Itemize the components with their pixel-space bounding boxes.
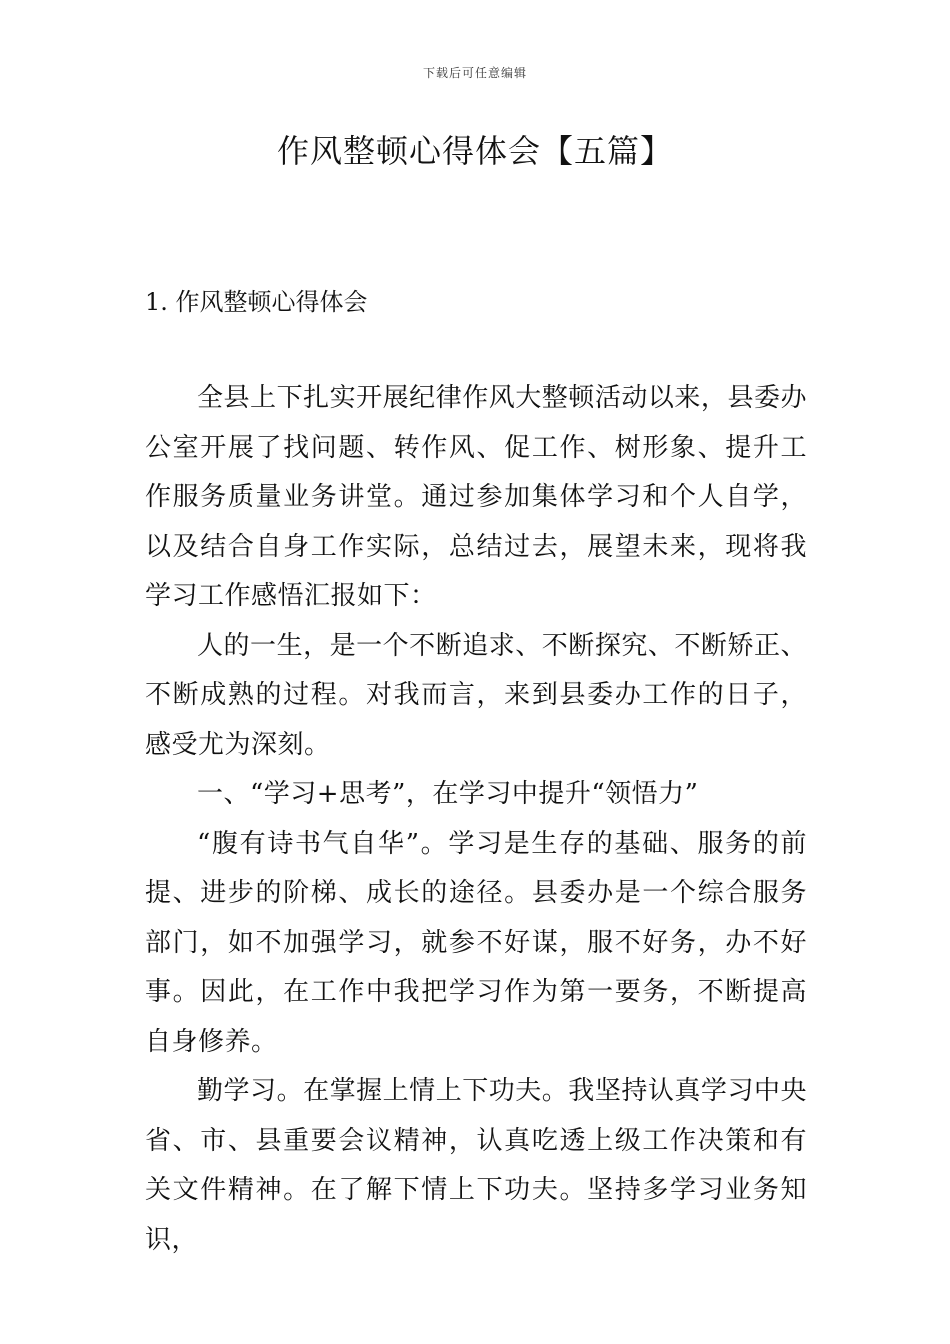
paragraph: “腹有诗书气自华”。学习是生存的基础、服务的前提、进步的阶梯、成长的途径。县委办是一个综合服务部门，如不加强学习，就参不好谋，服不好务，办不好事。因此，在工作中我把学习作为第一要务，不断提高自身修养。: [145, 828, 807, 1057]
paragraph-subheading: 一、“学习+思考”，在学习中提升“领悟力”: [197, 779, 699, 809]
header-note: 下载后可任意编辑: [422, 66, 527, 80]
paragraph: 全县上下扎实开展纪律作风大整顿活动以来，县委办公室开展了找问题、转作风、促工作、树形象、提升工作服务质量业务讲堂。通过参加集体学习和个人自学，以及结合自身工作实际，总结过去，展望未来，现将我学习工作感悟汇报如下：: [145, 383, 807, 611]
document-title: 作风整顿心得体会【五篇】: [276, 132, 673, 170]
paragraph: 勤学习。在掌握上情上下功夫。我坚持认真学习中央省、市、县重要会议精神，认真吃透上级工作决策和有关文件精神。在了解下情上下功夫。坚持多学习业务知识，: [145, 1076, 807, 1255]
paragraph: 人的一生，是一个不断追求、不断探究、不断矫正、不断成熟的过程。对我而言，来到县委办工作的日子，感受尤为深刻。: [145, 630, 807, 760]
document-body: [145, 374, 807, 1265]
section-heading: 1. 作风整顿心得体会: [145, 288, 368, 316]
